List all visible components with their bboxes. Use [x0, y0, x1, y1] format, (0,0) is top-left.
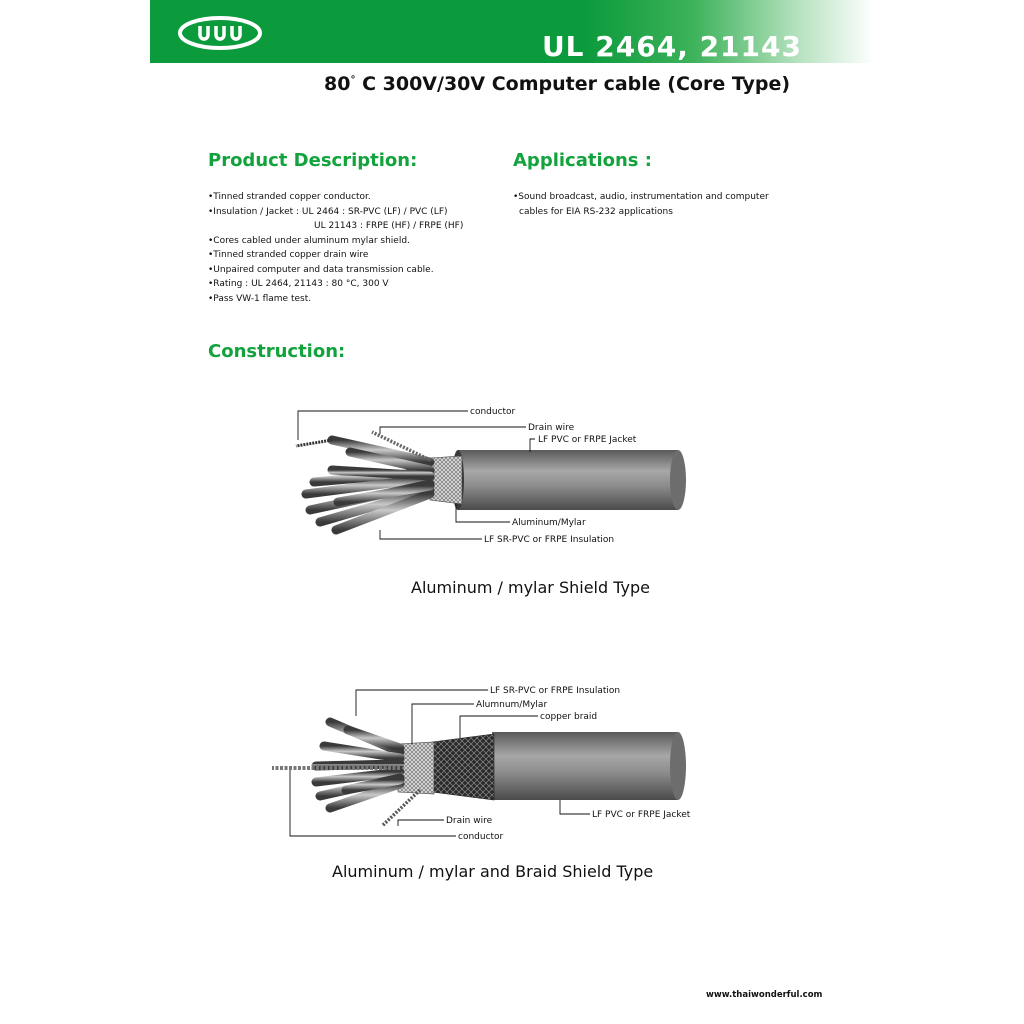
label-drain-wire: Drain wire [528, 423, 575, 433]
cores-2 [272, 722, 420, 826]
description-item: •Pass VW-1 flame test. [208, 293, 312, 304]
label-mylar: Alumnum/Mylar [476, 700, 548, 710]
banner-title: UL 2464, 21143 [541, 30, 802, 63]
diagram2-caption: Aluminum / mylar and Braid Shield Type [332, 862, 654, 881]
label-copper-braid: copper braid [540, 712, 598, 722]
description-item: •Tinned stranded copper conductor. [208, 192, 371, 202]
description-item: •Rating : UL 2464, 21143 : 80 °C, 300 V [208, 279, 389, 289]
degree-mark: ° [350, 74, 356, 86]
braid-2 [432, 734, 494, 800]
label-mylar: Aluminum/Mylar [512, 518, 586, 528]
label-conductor: conductor [458, 832, 504, 842]
label-conductor: conductor [470, 407, 516, 417]
description-heading: Product Description: [208, 150, 418, 171]
subtitle-temp: 80 [324, 73, 351, 95]
construction-heading: Construction: [208, 341, 346, 362]
applications-line: cables for EIA RS-232 applications [519, 206, 673, 217]
description-item: •Cores cabled under aluminum mylar shield. [208, 235, 410, 246]
jacket-2 [492, 732, 686, 800]
label-drain-wire: Drain wire [446, 816, 493, 826]
footer-url: www.thaiwonderful.com [706, 990, 823, 1000]
description-item: •Unpaired computer and data transmission cable. [208, 264, 434, 275]
description-item: •Tinned stranded copper drain wire [208, 250, 369, 260]
label-insulation: LF SR-PVC or FRPE Insulation [484, 535, 615, 545]
description-item: UL 21143 : FRPE (HF) / FRPE (HF) [314, 221, 464, 231]
applications-line: •Sound broadcast, audio, instrumentation and computer [513, 192, 769, 202]
subtitle-rest: C 300V/30V Computer cable (Core Type) [362, 73, 791, 95]
description-item: •Insulation / Jacket : UL 2464 : SR-PVC (LF) / PVC (LF) [208, 206, 448, 217]
diagram1-caption: Aluminum / mylar Shield Type [411, 578, 650, 597]
label-jacket: LF PVC or FRPE Jacket [538, 435, 637, 445]
label-insulation: LF SR-PVC or FRPE Insulation [490, 686, 621, 696]
applications-heading: Applications : [513, 150, 652, 171]
label-jacket: LF PVC or FRPE Jacket [592, 810, 691, 820]
